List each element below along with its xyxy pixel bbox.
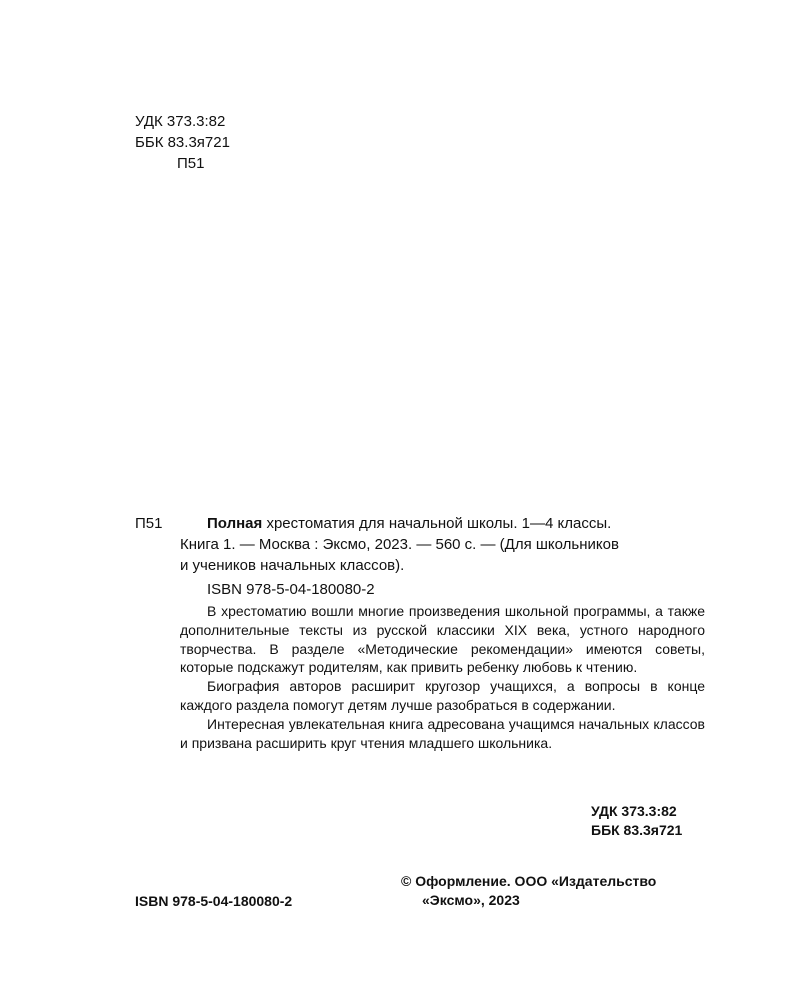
entry-line-3: и учеников начальных классов). (180, 557, 405, 574)
title-rest: хрестоматия для начальной школы. 1—4 классы. (266, 515, 612, 532)
annotation-paragraph: В хрестоматию вошли многие произведения школьной программы, а также дополнительные тексты из русской классики XIX века, устного народного творчества. В разделе «Методические рекомендации» имеются советы, которые подскажут родителям, как привить ребенку любовь к чтению. (180, 603, 705, 676)
bbk-code: ББК 83.3я721 (135, 134, 230, 151)
entry-isbn: ISBN 978-5-04-180080-2 (207, 581, 375, 598)
annotation (180, 602, 705, 752)
bibliographic-entry (180, 513, 705, 576)
copyright-line-1: © Оформление. ООО «Издательство (401, 873, 657, 889)
entry-line-2: Книга 1. — Москва : Эксмо, 2023. — 560 с. — (Для школьников (180, 536, 619, 553)
classification-codes-top (135, 111, 230, 174)
isbn-bottom: ISBN 978-5-04-180080-2 (135, 893, 293, 909)
title-bold-word: Полная (207, 515, 263, 532)
copyright-line-2: «Эксмо», 2023 (422, 892, 520, 908)
bbk-code-bottom: ББК 83.3я721 (591, 822, 683, 838)
annotation-paragraph: Биография авторов расширит кругозор учащихся, а вопросы в конце каждого раздела помогут детям лучше разобраться в содержании. (180, 678, 705, 713)
entry-line-1 (180, 513, 705, 534)
annotation-paragraph: Интересная увлекательная книга адресована учащимся начальных классов и призвана расширить круг чтения младшего школьника. (180, 715, 705, 751)
author-mark: П51 (177, 155, 205, 172)
classification-codes-bottom (591, 802, 682, 840)
udk-code-bottom: УДК 373.3:82 (591, 803, 677, 819)
catalog-author-mark: П51 (135, 515, 163, 532)
copyright-notice (401, 872, 656, 910)
udk-code: УДК 373.3:82 (135, 113, 226, 130)
